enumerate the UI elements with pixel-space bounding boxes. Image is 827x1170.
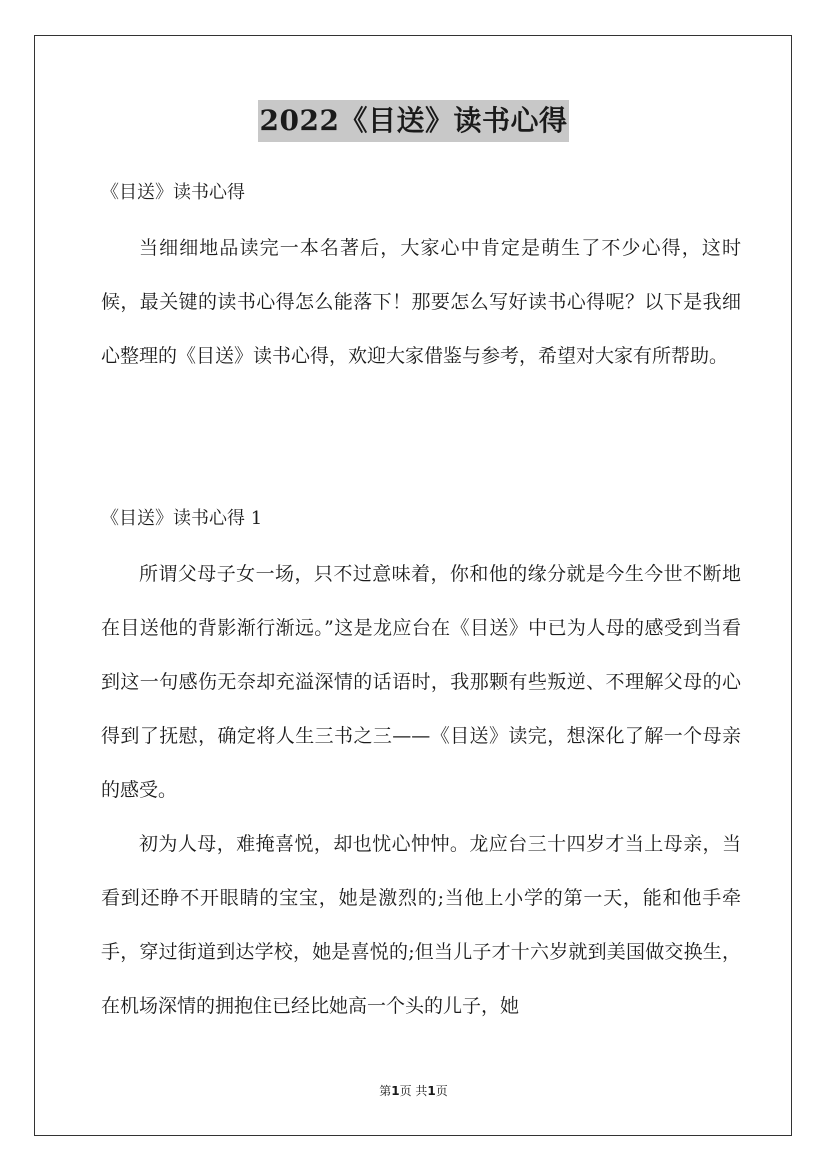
body-paragraph-2: 初为人母，难掩喜悦，却也忧心忡忡。龙应台三十四岁才当上母亲，当看到还睁不开眼睛的宝宝，她是激烈的;当他上小学的第一天，能和他手牵手，穿过街道到达学校，她是喜悦的;但当儿子才十六岁就到美国做交换生，在机场深情的拥抱住已经比她高一个头的儿子，她 <box>101 833 741 1017</box>
footer-mid: 页 共 <box>399 1084 428 1098</box>
intro-heading: 《目送》读书心得 <box>101 182 245 203</box>
footer-page-current: 1 <box>391 1084 400 1098</box>
page-footer <box>0 1083 827 1099</box>
title-container <box>0 100 827 142</box>
intro-paragraph: 当细细地品读完一本名著后，大家心中肯定是萌生了不少心得，这时候，最关键的读书心得怎么能落下！那要怎么写好读书心得呢？以下是我细心整理的《目送》读书心得，欢迎大家借鉴与参考，希望对大家有所帮助。 <box>101 237 741 367</box>
footer-prefix: 第 <box>379 1084 392 1098</box>
section-heading-1: 《目送》读书心得 1 <box>101 508 263 529</box>
body-paragraph-1: 所谓父母子女一场，只不过意味着，你和他的缘分就是今生今世不断地在目送他的背影渐行渐远。”这是龙应台在《目送》中已为人母的感受到当看到这一句感伤无奈却充溢深情的话语时，我那颗有些叛逆、不理解父母的心得到了抚慰，确定将人生三书之三——《目送》读完，想深化了解一个母亲的感受。 <box>101 563 741 801</box>
footer-page-total: 1 <box>427 1084 436 1098</box>
document-title: 2022《目送》读书心得 <box>258 100 570 142</box>
footer-suffix: 页 <box>435 1084 448 1098</box>
